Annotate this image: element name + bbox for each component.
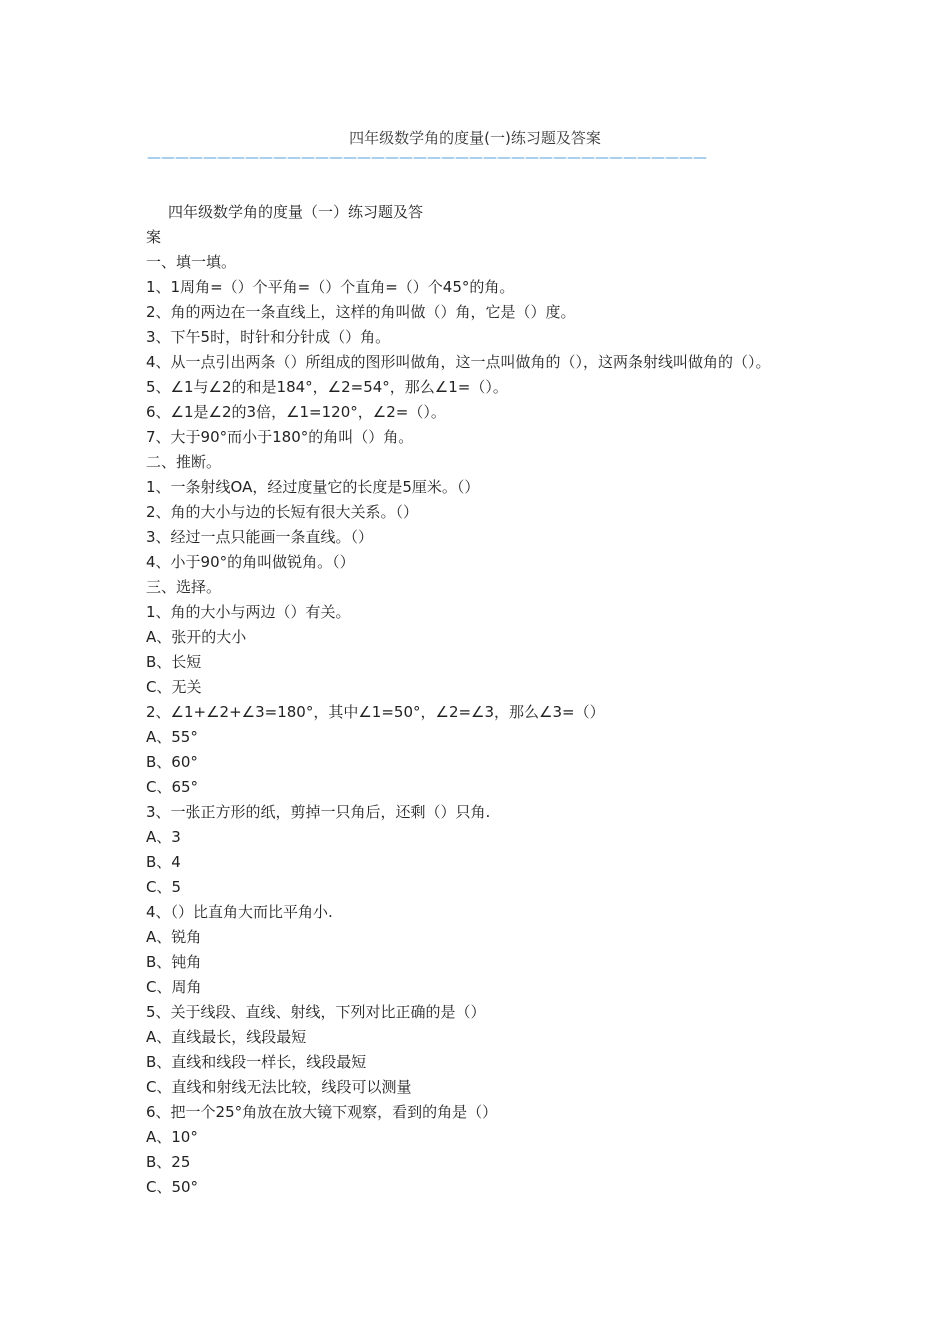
text-line: C、50° [146, 1178, 199, 1196]
doc-title-continued: 案 [146, 228, 162, 246]
text-line: B、60° [146, 753, 198, 771]
text-line: B、4 [146, 853, 181, 871]
text-line: 6、∠1是∠2的3倍，∠1=120°，∠2=（）。 [146, 403, 446, 421]
text-line: 2、角的大小与边的长短有很大关系。（） [146, 503, 419, 521]
text-line: 1、角的大小与两边（）有关。 [146, 603, 351, 621]
text-line: A、张开的大小 [146, 628, 247, 646]
text-line: 3、下午5时，时针和分针成（）角。 [146, 328, 391, 346]
question-list [146, 250, 816, 1200]
text-line: A、55° [146, 728, 198, 746]
document-body [146, 200, 816, 1200]
text-line: 5、关于线段、直线、射线，下列对比正确的是（） [146, 1003, 486, 1021]
text-line: 3、经过一点只能画一条直线。（） [146, 528, 374, 546]
text-line: A、3 [146, 828, 181, 846]
text-line: C、65° [146, 778, 199, 796]
text-line: 1、1周角=（）个平角=（）个直角=（）个45°的角。 [146, 278, 515, 296]
text-line: 2、角的两边在一条直线上，这样的角叫做（）角，它是（）度。 [146, 303, 576, 321]
text-line: 6、把一个25°角放在放大镜下观察，看到的角是（） [146, 1103, 498, 1121]
text-line: B、直线和线段一样长，线段最短 [146, 1053, 367, 1071]
text-line: C、5 [146, 878, 182, 896]
text-line: C、直线和射线无法比较，线段可以测量 [146, 1078, 412, 1096]
text-line: 3、一张正方形的纸，剪掉一只角后，还剩（）只角. [146, 803, 491, 821]
text-line: 1、一条射线OA，经过度量它的长度是5厘米。（） [146, 478, 480, 496]
text-line: B、钝角 [146, 953, 202, 971]
text-line: 三、选择。 [146, 578, 222, 596]
text-line: B、长短 [146, 653, 202, 671]
text-line: A、10° [146, 1128, 198, 1146]
text-line: 4、小于90°的角叫做锐角。（） [146, 553, 355, 571]
text-line: 7、大于90°而小于180°的角叫（）角。 [146, 428, 414, 446]
header-divider: ———————————————————————————————————————— [147, 150, 707, 166]
text-line: C、周角 [146, 978, 202, 996]
doc-title: 四年级数学角的度量（一）练习题及答 [168, 203, 424, 221]
text-line: A、锐角 [146, 928, 202, 946]
text-line: 5、∠1与∠2的和是184°，∠2=54°，那么∠1=（）。 [146, 378, 508, 396]
text-line: A、直线最长，线段最短 [146, 1028, 307, 1046]
text-line: 4、从一点引出两条（）所组成的图形叫做角，这一点叫做角的（），这两条射线叫做角的（）。 [146, 353, 771, 371]
text-line: C、无关 [146, 678, 202, 696]
page-header-title: 四年级数学角的度量(一)练习题及答案 [349, 129, 601, 147]
text-line: 二、推断。 [146, 453, 222, 471]
text-line: 4、（）比直角大而比平角小. [146, 903, 333, 921]
text-line: B、25 [146, 1153, 191, 1171]
text-line: 一、填一填。 [146, 253, 237, 271]
text-line: 2、∠1+∠2+∠3=180°，其中∠1=50°，∠2=∠3，那么∠3=（） [146, 703, 605, 721]
